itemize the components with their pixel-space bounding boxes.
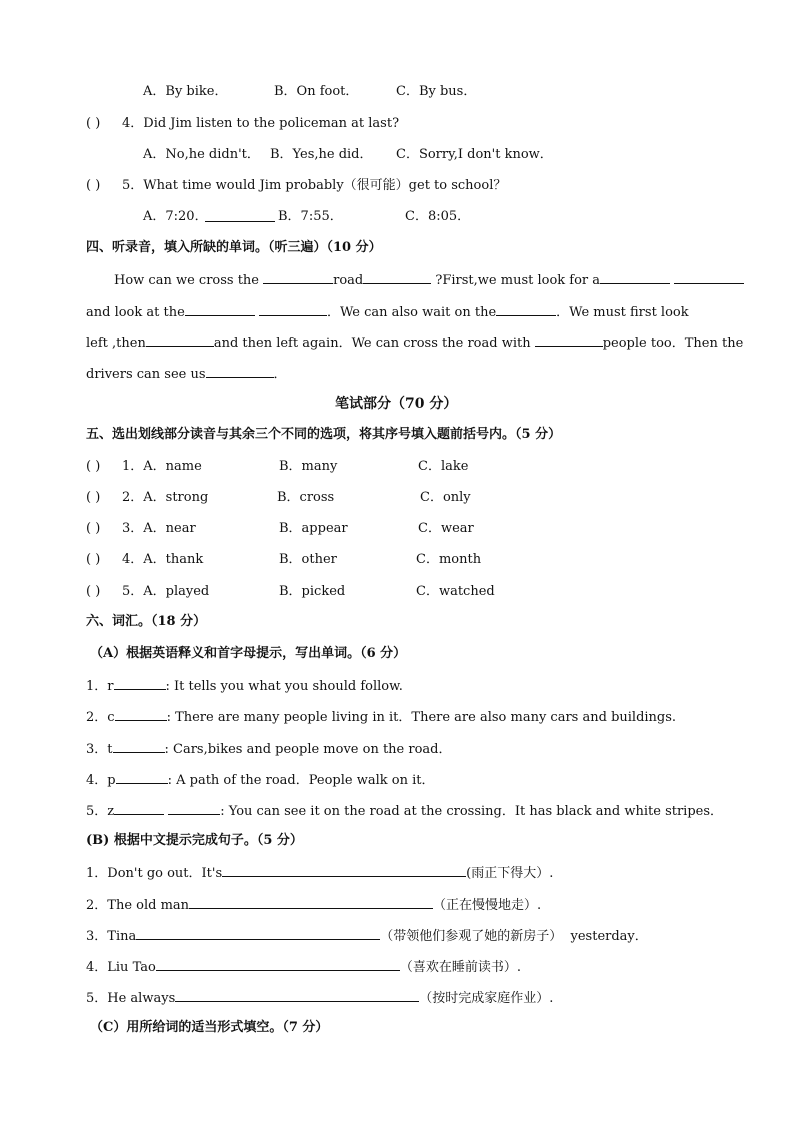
passage-text: ．We can also wait on the [326,305,497,320]
passage-text: road [333,273,364,288]
option-a: A．No,he didn't． [143,147,260,162]
answer-paren: ( ) [86,521,101,536]
passage-text: and look at the [86,305,185,320]
vocab-item [86,802,723,820]
section-heading: 六、词汇。（18 分） [86,614,207,629]
passage-text: ?First,we must look for a [431,273,601,288]
choice-a: 2．A．strong [122,490,209,505]
answer-blank[interactable] [175,989,419,1002]
item-prefix: 2．The old man [86,898,190,913]
choice-b: B．cross [277,490,335,505]
passage-line [86,334,743,352]
definition-text: : It tells you what you should follow. [165,679,403,694]
item-prefix: 4．Liu Tao [86,960,156,975]
subsection-heading: （A）根据英语释义和首字母提示，写出单词。（6 分） [90,646,407,661]
answer-blank[interactable] [156,958,400,971]
answer-blank[interactable] [206,365,274,378]
section-heading: 五、选出划线部分读音与其余三个不同的选项，将其序号填入题前括号内。（5 分） [86,427,562,442]
answer-blank[interactable] [600,271,670,284]
option-b: B．Yes,he did． [270,147,373,162]
answer-paren: ( ) [86,584,101,599]
vocab-item [86,771,434,789]
answer-blank[interactable] [496,303,556,316]
choice-c: C．only [420,490,471,505]
question-text: 5．What time would Jim probably（很可能）get to school？ [122,178,507,193]
answer-blank[interactable] [168,802,220,815]
subsection-heading: （C）用所给词的适当形式填空。（7 分） [90,1020,329,1035]
choice-c: C．month [416,552,482,567]
definition-text: : A path of the road．People walk on it． [167,773,435,788]
option-c: C．8:05． [405,209,471,224]
chinese-hint: （带领他们参观了她的新房子） [380,929,563,944]
passage-text: How can we cross the [114,273,264,288]
answer-paren: ( ) [86,116,101,131]
passage-line [86,303,689,321]
item-prefix: 3．Tina [86,929,137,944]
passage-line [114,271,744,289]
answer-blank[interactable] [114,677,166,690]
choice-a: 3．A．near [122,521,196,536]
item-prefix: 1．r [86,679,114,694]
option-a: A．7:20． [143,209,208,224]
answer-blank[interactable] [113,740,165,753]
sentence-item [86,958,521,976]
choice-a: 4．A．thank [122,552,204,567]
sentence-item [86,927,648,945]
answer-blank[interactable] [185,303,255,316]
sentence-end: . [516,960,521,975]
passage-text: drivers can see us [86,367,206,382]
answer-blank[interactable] [115,708,167,721]
option-c: C．By bus． [396,84,477,99]
answer-blank[interactable] [674,271,744,284]
option-b: B．7:55． [278,209,343,224]
subsection-heading: (B) 根据中文提示完成句子。（5 分） [86,833,303,848]
sentence-end: . [537,898,542,913]
vocab-item [86,740,452,758]
passage-text: left ,then [86,336,146,351]
chinese-hint: （喜欢在睡前读书） [399,960,517,975]
passage-text: ． [273,367,287,382]
sentence-end: . [549,866,554,881]
answer-paren: ( ) [86,178,101,193]
choice-c: C．lake [418,459,469,474]
sentence-end: yesterday． [570,929,648,944]
choice-a: 1．A．name [122,459,202,474]
choice-b: B．other [279,552,337,567]
item-prefix: 5．He always [86,991,176,1006]
sentence-item [86,896,541,914]
definition-text: : Cars,bikes and people move on the road． [164,742,452,757]
passage-text: and then left again．We can cross the road with [213,336,535,351]
sentence-item [86,989,553,1007]
item-prefix: 3．t [86,742,113,757]
answer-blank[interactable] [136,927,380,940]
option-b: B．On foot． [274,84,359,99]
choice-c: C．watched [416,584,495,599]
passage-text: ．We must first look [556,305,689,320]
passage-text: people too．Then the [602,336,744,351]
part-title: 笔试部分（70 分） [335,396,458,412]
definition-text: : There are many people living in it．There are also many cars and buildings. [166,710,677,725]
definition-text: : You can see it on the road at the crossing．It has black and white stripes． [220,804,724,819]
item-prefix: 2．c [86,710,115,725]
question-text: 4．Did Jim listen to the policeman at last? [122,116,400,131]
answer-blank[interactable] [222,864,466,877]
answer-blank[interactable] [189,896,433,909]
vocab-item [86,677,403,695]
vocab-item [86,708,676,726]
passage-line [86,365,287,383]
choice-b: B．appear [279,521,348,536]
answer-paren: ( ) [86,459,101,474]
choice-b: B．picked [279,584,346,599]
answer-blank[interactable] [116,771,168,784]
answer-paren: ( ) [86,552,101,567]
chinese-hint: (雨正下得大） [466,866,550,881]
sentence-item [86,864,553,882]
answer-blank[interactable] [205,221,275,222]
item-prefix: 5．z [86,804,115,819]
answer-paren: ( ) [86,490,101,505]
choice-c: C．wear [418,521,474,536]
item-prefix: 1．Don't go out．It's [86,866,223,881]
answer-blank[interactable] [363,271,431,284]
choice-b: B．many [279,459,338,474]
answer-blank[interactable] [114,802,164,815]
choice-a: 5．A．played [122,584,210,599]
item-prefix: 4．p [86,773,116,788]
answer-blank[interactable] [259,303,327,316]
chinese-hint: （按时完成家庭作业） [419,991,550,1006]
answer-blank[interactable] [263,271,333,284]
option-a: A．By bike． [143,84,228,99]
section-heading: 四、听录音，填入所缺的单词。（听三遍）（10 分） [86,240,382,255]
option-c: C．Sorry,I don't know． [396,147,553,162]
answer-blank[interactable] [146,334,214,347]
sentence-end: . [549,991,554,1006]
answer-blank[interactable] [535,334,603,347]
chinese-hint: （正在慢慢地走） [433,898,538,913]
